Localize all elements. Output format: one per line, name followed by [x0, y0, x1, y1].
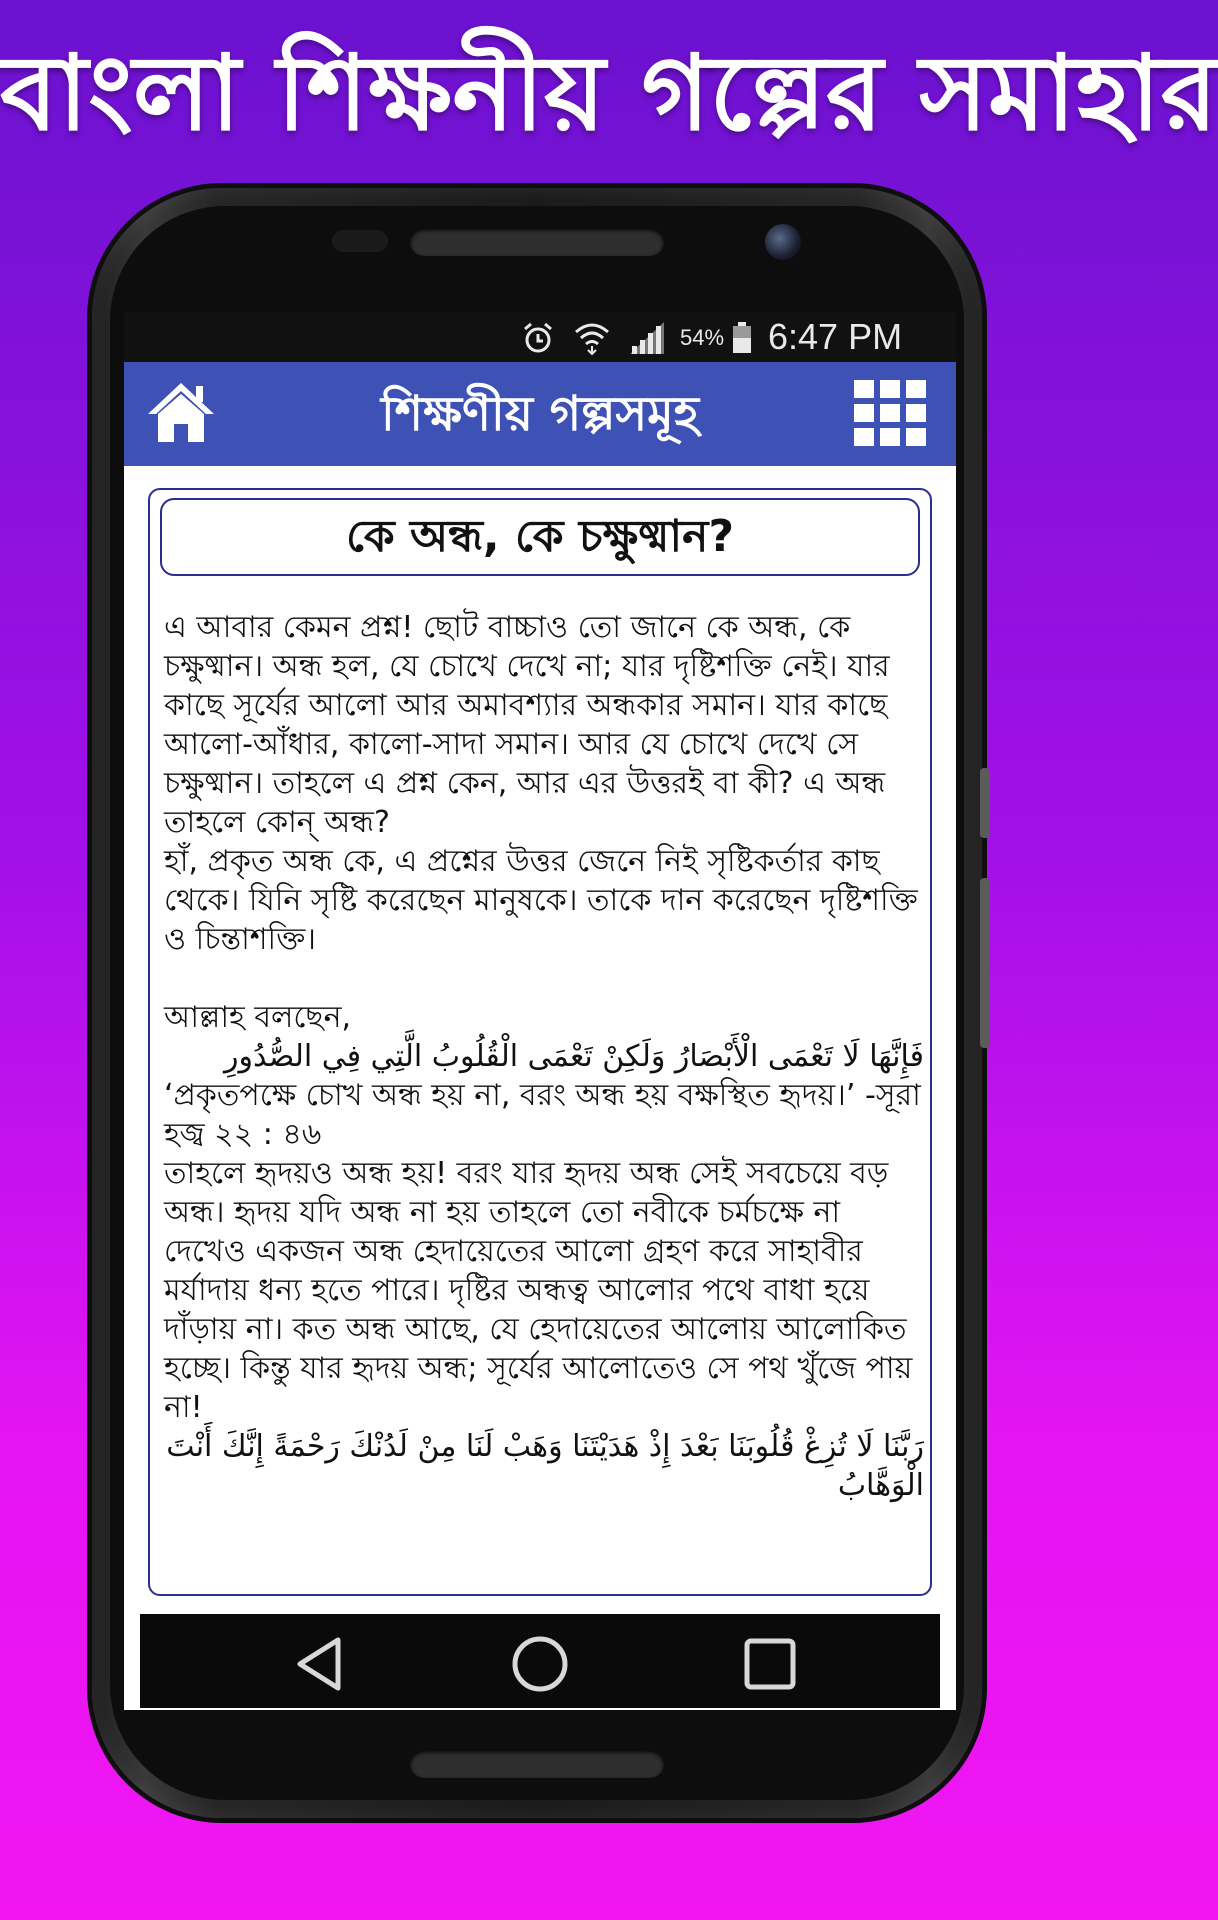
status-bar [124, 312, 956, 362]
promo-title: বাংলা শিক্ষনীয় গল্পের সমাহার [0, 32, 1218, 154]
volume-button [980, 878, 990, 1048]
alarm-icon [520, 320, 556, 356]
home-icon[interactable] [144, 378, 218, 448]
earpiece-speaker [410, 228, 664, 256]
wifi-icon [572, 320, 612, 356]
grid-menu-icon[interactable] [852, 378, 928, 448]
content-area[interactable] [124, 466, 956, 1710]
story-body [164, 608, 924, 1505]
navigation-bar [140, 1614, 940, 1708]
story-paragraph: ‘প্রকৃতপক্ষে চোখ অন্ধ হয় না, বরং অন্ধ হয় বক্ষস্থিত হৃদয়।’ -সূরা হজ্ব ২২ : ৪৬ [164, 1078, 921, 1152]
app-bar [124, 362, 956, 466]
story-paragraph: তাহলে হৃদয়ও অন্ধ হয়! বরং যার হৃদয় অন্ধ সেই সবচেয়ে বড় অন্ধ। হৃদয় যদি অন্ধ না হয় তাহলে তো নবীকে চর্মচক্ষে না দেখেও একজন অন্ধ হেদায়েতের আলো গ্রহণ করে সাহাবীর মর্যাদায় ধন্য হতে পারে। দৃষ্টির অন্ধত্ব আলোর পথে বাধা হয়ে দাঁড়ায় না। কত অন্ধ আছে, যে হেদায়েতের আলোয় আলোকিত হচ্ছে। কিন্তু যার হৃদয় অন্ধ; সূর্যের আলোতেও সে পথ খুঁজে পায় না! [164, 1156, 913, 1425]
story-paragraph: আল্লাহ বলছেন, [164, 1000, 352, 1035]
story-title: কে অন্ধ, কে চক্ষুষ্মান? [346, 511, 734, 562]
proximity-sensor [332, 230, 388, 252]
back-triangle-icon[interactable] [290, 1634, 350, 1694]
recents-square-icon[interactable] [740, 1634, 800, 1694]
signal-icon [628, 320, 668, 356]
app-title: শিক্ষণীয় গল্পসমূহ [380, 386, 700, 442]
phone-screen [124, 312, 956, 1710]
story-title-box [160, 498, 920, 576]
front-camera [765, 224, 801, 260]
arabic-verse: فَإِنَّهَا لَا تَعْمَى الْأَبْصَارُ وَلَكِنْ تَعْمَى الْقُلُوبُ الَّتِي فِي الصُّدُورِ [224, 1039, 924, 1074]
story-paragraph: হাঁ, প্রকৃত অন্ধ কে, এ প্রশ্নের উত্তর জেনে নিই সৃষ্টিকর্তার কাছ থেকে। যিনি সৃষ্টি করেছেন মানুষকে। তাকে দান করেছেন দৃষ্টিশক্তি ও চিন্তাশক্তি। [164, 844, 918, 957]
story-paragraph: এ আবার কেমন প্রশ্ন! ছোট বাচ্চাও তো জানে কে অন্ধ, কে চক্ষুষ্মান। অন্ধ হল, যে চোখে দেখে না; যার দৃষ্টিশক্তি নেই। যার কাছে সূর্যের আলো আর অমাবশ্যার অন্ধকার সমান। যার কাছে আলো-আঁধার, কালো-সাদা সমান। আর যে চোখে দেখে সে চক্ষুষ্মান। তাহলে এ প্রশ্ন কেন, আর এর উত্তরই বা কী? এ অন্ধ তাহলে কোন্ অন্ধ? [164, 610, 890, 840]
power-button [980, 768, 990, 838]
battery-icon [732, 322, 752, 354]
battery-percent: 54% [680, 325, 725, 350]
home-circle-icon[interactable] [510, 1634, 570, 1694]
bottom-speaker [410, 1750, 664, 1778]
clock: 6:47 PM [768, 316, 903, 357]
arabic-verse: رَبَّنَا لَا تُزِغْ قُلُوبَنَا بَعْدَ إِذْ هَدَيْتَنَا وَهَبْ لَنَا مِنْ لَدُنْكَ رَحْمَةً إِنَّكَ أَنْتَ الْوَهَّابُ [166, 1429, 924, 1503]
story-card[interactable] [148, 488, 932, 1596]
